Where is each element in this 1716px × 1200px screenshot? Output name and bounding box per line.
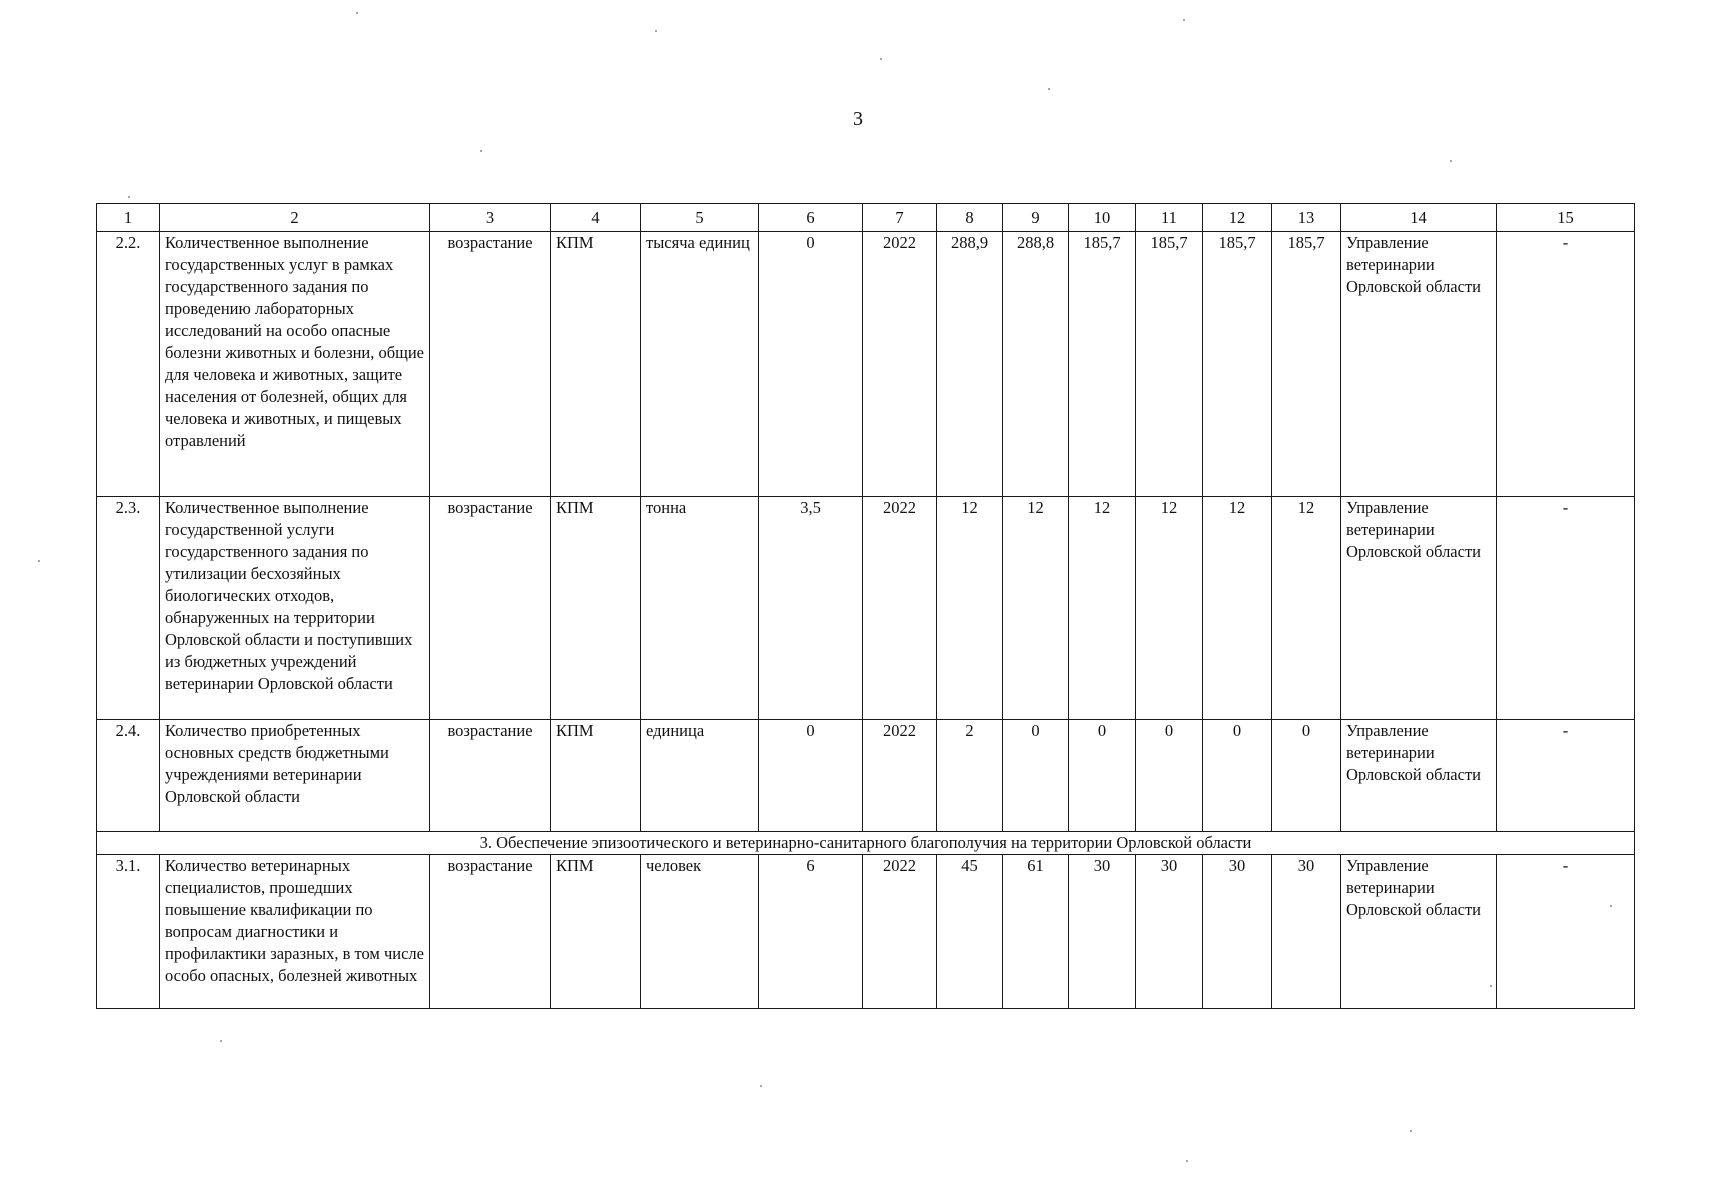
indicator-source: КПМ — [551, 855, 641, 1009]
table-row — [97, 232, 1635, 497]
value-col-9: 0 — [1003, 720, 1069, 832]
indicator-unit: тысяча единиц — [641, 232, 759, 497]
header-cell: 13 — [1272, 204, 1341, 232]
base-value: 0 — [759, 720, 863, 832]
indicator-unit: единица — [641, 720, 759, 832]
header-cell: 8 — [937, 204, 1003, 232]
row-number: 2.2. — [97, 232, 160, 497]
value-col-13: 0 — [1272, 720, 1341, 832]
base-year: 2022 — [863, 720, 937, 832]
indicator-unit: тонна — [641, 497, 759, 720]
column-number-row — [97, 204, 1635, 232]
indicator-name: Количественное выполнение государственных услуг в рамках государственного задания по проведению лабораторных исследований на особо опасные болезни животных и болезни, общие для человека и животных, защите населения от болезней, общих для человека и животных, и пищевых отравлений — [160, 232, 430, 497]
header-cell: 3 — [430, 204, 551, 232]
header-cell: 6 — [759, 204, 863, 232]
header-cell: 15 — [1497, 204, 1635, 232]
value-col-12: 0 — [1203, 720, 1272, 832]
indicators-table — [96, 203, 1635, 1009]
value-col-12: 30 — [1203, 855, 1272, 1009]
header-cell: 7 — [863, 204, 937, 232]
base-year: 2022 — [863, 855, 937, 1009]
row-number: 3.1. — [97, 855, 160, 1009]
indicator-name: Количественное выполнение государственной услуги государственного задания по утилизации бесхозяйных биологических отходов, обнаруженных на территории Орловской области и поступивших из бюджетных учреждений ветеринарии Орловской области — [160, 497, 430, 720]
value-col-10: 30 — [1069, 855, 1136, 1009]
header-cell: 2 — [160, 204, 430, 232]
value-col-11: 185,7 — [1136, 232, 1203, 497]
value-col-13: 30 — [1272, 855, 1341, 1009]
section-title: 3. Обеспечение эпизоотического и ветеринарно-санитарного благополучия на территории Орловской области — [97, 832, 1635, 855]
table-row — [97, 497, 1635, 720]
value-col-13: 12 — [1272, 497, 1341, 720]
col-15-value: - — [1497, 232, 1635, 497]
indicator-name: Количество ветеринарных специалистов, прошедших повышение квалификации по вопросам диагностики и профилактики заразных, в том числе особо опасных, болезней животных — [160, 855, 430, 1009]
value-col-13: 185,7 — [1272, 232, 1341, 497]
responsible-body: Управление ветеринарии Орловской области — [1341, 855, 1497, 1009]
header-cell: 5 — [641, 204, 759, 232]
header-cell: 14 — [1341, 204, 1497, 232]
responsible-body: Управление ветеринарии Орловской области — [1341, 720, 1497, 832]
header-cell: 1 — [97, 204, 160, 232]
indicator-direction: возрастание — [430, 232, 551, 497]
indicator-direction: возрастание — [430, 855, 551, 1009]
base-value: 0 — [759, 232, 863, 497]
col-15-value: - — [1497, 855, 1635, 1009]
indicator-source: КПМ — [551, 720, 641, 832]
row-number: 2.4. — [97, 720, 160, 832]
col-15-value: - — [1497, 497, 1635, 720]
value-col-9: 12 — [1003, 497, 1069, 720]
value-col-11: 30 — [1136, 855, 1203, 1009]
row-number: 2.3. — [97, 497, 160, 720]
base-value: 3,5 — [759, 497, 863, 720]
indicator-direction: возрастание — [430, 497, 551, 720]
indicator-unit: человек — [641, 855, 759, 1009]
value-col-12: 12 — [1203, 497, 1272, 720]
header-cell: 12 — [1203, 204, 1272, 232]
value-col-8: 12 — [937, 497, 1003, 720]
header-cell: 9 — [1003, 204, 1069, 232]
value-col-11: 0 — [1136, 720, 1203, 832]
header-cell: 4 — [551, 204, 641, 232]
value-col-10: 185,7 — [1069, 232, 1136, 497]
header-cell: 10 — [1069, 204, 1136, 232]
table-row — [97, 855, 1635, 1009]
indicator-direction: возрастание — [430, 720, 551, 832]
base-value: 6 — [759, 855, 863, 1009]
indicator-name: Количество приобретенных основных средств бюджетными учреждениями ветеринарии Орловской области — [160, 720, 430, 832]
page-number: 3 — [853, 108, 863, 130]
col-15-value: - — [1497, 720, 1635, 832]
value-col-12: 185,7 — [1203, 232, 1272, 497]
value-col-10: 12 — [1069, 497, 1136, 720]
indicator-source: КПМ — [551, 232, 641, 497]
indicator-source: КПМ — [551, 497, 641, 720]
section-heading-row — [97, 832, 1635, 855]
value-col-11: 12 — [1136, 497, 1203, 720]
responsible-body: Управление ветеринарии Орловской области — [1341, 497, 1497, 720]
table-row — [97, 720, 1635, 832]
base-year: 2022 — [863, 497, 937, 720]
header-cell: 11 — [1136, 204, 1203, 232]
value-col-10: 0 — [1069, 720, 1136, 832]
value-col-8: 288,9 — [937, 232, 1003, 497]
value-col-9: 61 — [1003, 855, 1069, 1009]
base-year: 2022 — [863, 232, 937, 497]
responsible-body: Управление ветеринарии Орловской области — [1341, 232, 1497, 497]
value-col-9: 288,8 — [1003, 232, 1069, 497]
value-col-8: 45 — [937, 855, 1003, 1009]
value-col-8: 2 — [937, 720, 1003, 832]
